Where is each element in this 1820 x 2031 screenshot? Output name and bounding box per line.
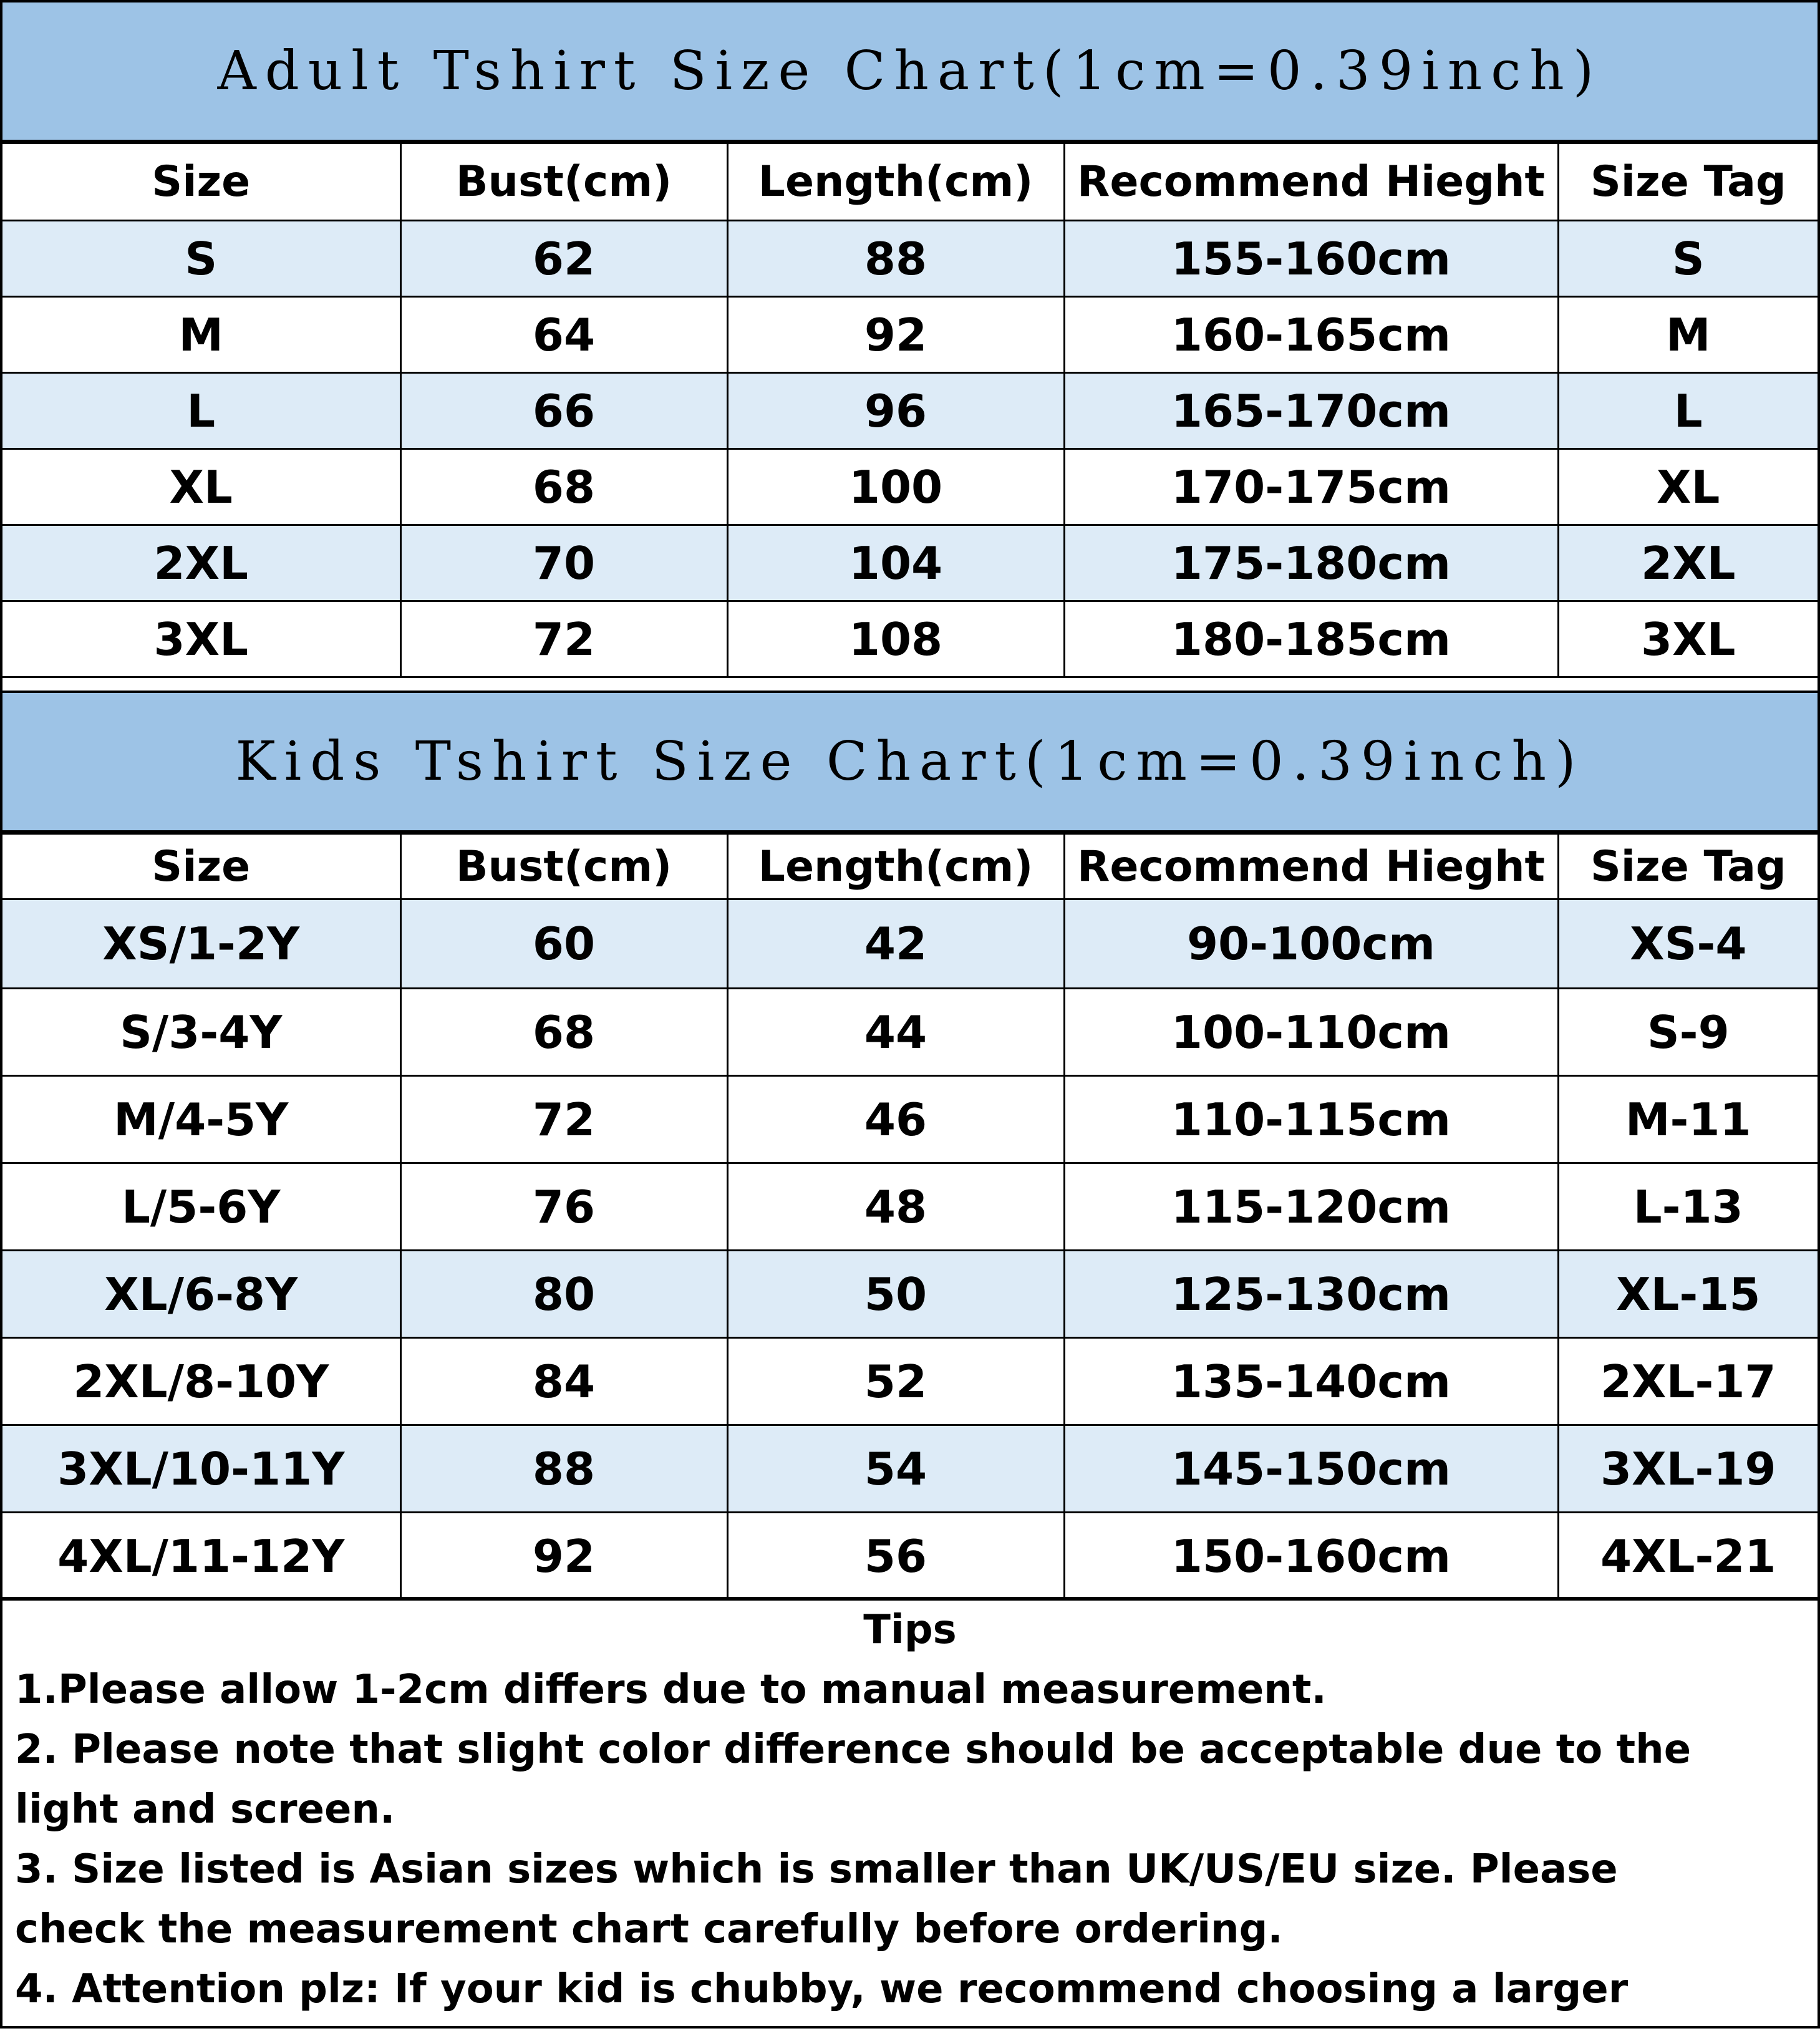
table-row: [2, 373, 1818, 449]
cell-length: 56: [727, 1513, 1064, 1600]
cell-bust: 62: [400, 221, 727, 297]
cell-size-tag: 3XL-19: [1558, 1425, 1818, 1513]
column-header-recommend-height: Recommend Hieght: [1064, 834, 1558, 899]
kids-size-table: [2, 833, 1818, 1601]
table-row: [2, 449, 1818, 525]
cell-recommend-height: 145-150cm: [1064, 1425, 1558, 1513]
cell-length: 52: [727, 1338, 1064, 1425]
tip-line: 2. Please note that slight color difference should be acceptable due to the: [15, 1727, 1692, 1773]
cell-bust: 64: [400, 297, 727, 373]
table-row: [2, 1425, 1818, 1513]
cell-size-tag: 2XL: [1558, 525, 1818, 601]
cell-size: 3XL/10-11Y: [2, 1425, 400, 1513]
column-header-size-tag: Size Tag: [1558, 143, 1818, 221]
column-header-size: Size: [2, 834, 400, 899]
column-header-bust: Bust(cm): [400, 143, 727, 221]
cell-recommend-height: 90-100cm: [1064, 899, 1558, 989]
cell-recommend-height: 175-180cm: [1064, 525, 1558, 601]
cell-size-tag: XL: [1558, 449, 1818, 525]
cell-bust: 72: [400, 1076, 727, 1163]
cell-recommend-height: 110-115cm: [1064, 1076, 1558, 1163]
kids-header-row: [2, 834, 1818, 899]
table-row: [2, 601, 1818, 677]
column-header-size: Size: [2, 143, 400, 221]
cell-size: XL: [2, 449, 400, 525]
cell-length: 42: [727, 899, 1064, 989]
cell-size: S: [2, 221, 400, 297]
cell-size: 4XL/11-12Y: [2, 1513, 400, 1600]
cell-length: 108: [727, 601, 1064, 677]
cell-length: 88: [727, 221, 1064, 297]
cell-recommend-height: 160-165cm: [1064, 297, 1558, 373]
column-header-recommend-height: Recommend Hieght: [1064, 143, 1558, 221]
cell-size-tag: M-11: [1558, 1076, 1818, 1163]
table-row: [2, 899, 1818, 989]
table-row: [2, 525, 1818, 601]
cell-recommend-height: 180-185cm: [1064, 601, 1558, 677]
tip-line: light and screen.: [15, 1786, 395, 1833]
adult-chart-title: Adult Tshirt Size Chart(1cm=0.39inch): [2, 2, 1818, 142]
tip-line: 1.Please allow 1-2cm differs due to manual measurement.: [15, 1667, 1327, 1713]
cell-size-tag: M: [1558, 297, 1818, 373]
cell-length: 96: [727, 373, 1064, 449]
cell-bust: 60: [400, 899, 727, 989]
cell-bust: 68: [400, 449, 727, 525]
cell-size: XS/1-2Y: [2, 899, 400, 989]
cell-length: 50: [727, 1251, 1064, 1338]
cell-size: XL/6-8Y: [2, 1251, 400, 1338]
column-header-size-tag: Size Tag: [1558, 834, 1818, 899]
cell-bust: 84: [400, 1338, 727, 1425]
cell-length: 92: [727, 297, 1064, 373]
cell-size-tag: S-9: [1558, 989, 1818, 1076]
cell-size: M: [2, 297, 400, 373]
cell-bust: 72: [400, 601, 727, 677]
cell-recommend-height: 100-110cm: [1064, 989, 1558, 1076]
cell-recommend-height: 115-120cm: [1064, 1163, 1558, 1251]
column-header-bust: Bust(cm): [400, 834, 727, 899]
cell-length: 100: [727, 449, 1064, 525]
cell-bust: 88: [400, 1425, 727, 1513]
cell-size: 2XL: [2, 525, 400, 601]
tips-title: Tips: [863, 1607, 957, 1653]
cell-size-tag: XL-15: [1558, 1251, 1818, 1338]
cell-bust: 92: [400, 1513, 727, 1600]
cell-size-tag: S: [1558, 221, 1818, 297]
cell-size-tag: L-13: [1558, 1163, 1818, 1251]
cell-recommend-height: 135-140cm: [1064, 1338, 1558, 1425]
table-row: [2, 221, 1818, 297]
table-row: [2, 1251, 1818, 1338]
tip-line: 4. Attention plz: If your kid is chubby, we recommend choosing a larger: [15, 1966, 1629, 2012]
cell-size-tag: 3XL: [1558, 601, 1818, 677]
cell-size-tag: L: [1558, 373, 1818, 449]
column-header-length: Length(cm): [727, 143, 1064, 221]
tip-line: 3. Size listed is Asian sizes which is smaller than UK/US/EU size. Please: [15, 1846, 1618, 1893]
cell-bust: 76: [400, 1163, 727, 1251]
adult-header-row: [2, 143, 1818, 221]
cell-bust: 70: [400, 525, 727, 601]
table-row: [2, 989, 1818, 1076]
table-row: [2, 1338, 1818, 1425]
cell-size-tag: XS-4: [1558, 899, 1818, 989]
cell-recommend-height: 155-160cm: [1064, 221, 1558, 297]
cell-bust: 80: [400, 1251, 727, 1338]
adult-size-table: [2, 142, 1818, 678]
table-row: [2, 1513, 1818, 1600]
cell-size: 2XL/8-10Y: [2, 1338, 400, 1425]
cell-length: 54: [727, 1425, 1064, 1513]
cell-size: M/4-5Y: [2, 1076, 400, 1163]
cell-recommend-height: 170-175cm: [1064, 449, 1558, 525]
cell-length: 46: [727, 1076, 1064, 1163]
cell-bust: 68: [400, 989, 727, 1076]
cell-size-tag: 2XL-17: [1558, 1338, 1818, 1425]
table-row: [2, 1076, 1818, 1163]
cell-recommend-height: 165-170cm: [1064, 373, 1558, 449]
tips-section: [2, 1597, 1818, 2031]
cell-length: 104: [727, 525, 1064, 601]
table-row: [2, 297, 1818, 373]
cell-length: 44: [727, 989, 1064, 1076]
cell-length: 48: [727, 1163, 1064, 1251]
kids-chart-title: Kids Tshirt Size Chart(1cm=0.39inch): [2, 691, 1818, 833]
cell-recommend-height: 150-160cm: [1064, 1513, 1558, 1600]
cell-size: S/3-4Y: [2, 989, 400, 1076]
cell-recommend-height: 125-130cm: [1064, 1251, 1558, 1338]
cell-size: L/5-6Y: [2, 1163, 400, 1251]
cell-bust: 66: [400, 373, 727, 449]
cell-size: 3XL: [2, 601, 400, 677]
table-row: [2, 1163, 1818, 1251]
cell-size: L: [2, 373, 400, 449]
column-header-length: Length(cm): [727, 834, 1064, 899]
cell-size-tag: 4XL-21: [1558, 1513, 1818, 1600]
tip-line: check the measurement chart carefully before ordering.: [15, 1906, 1283, 1952]
